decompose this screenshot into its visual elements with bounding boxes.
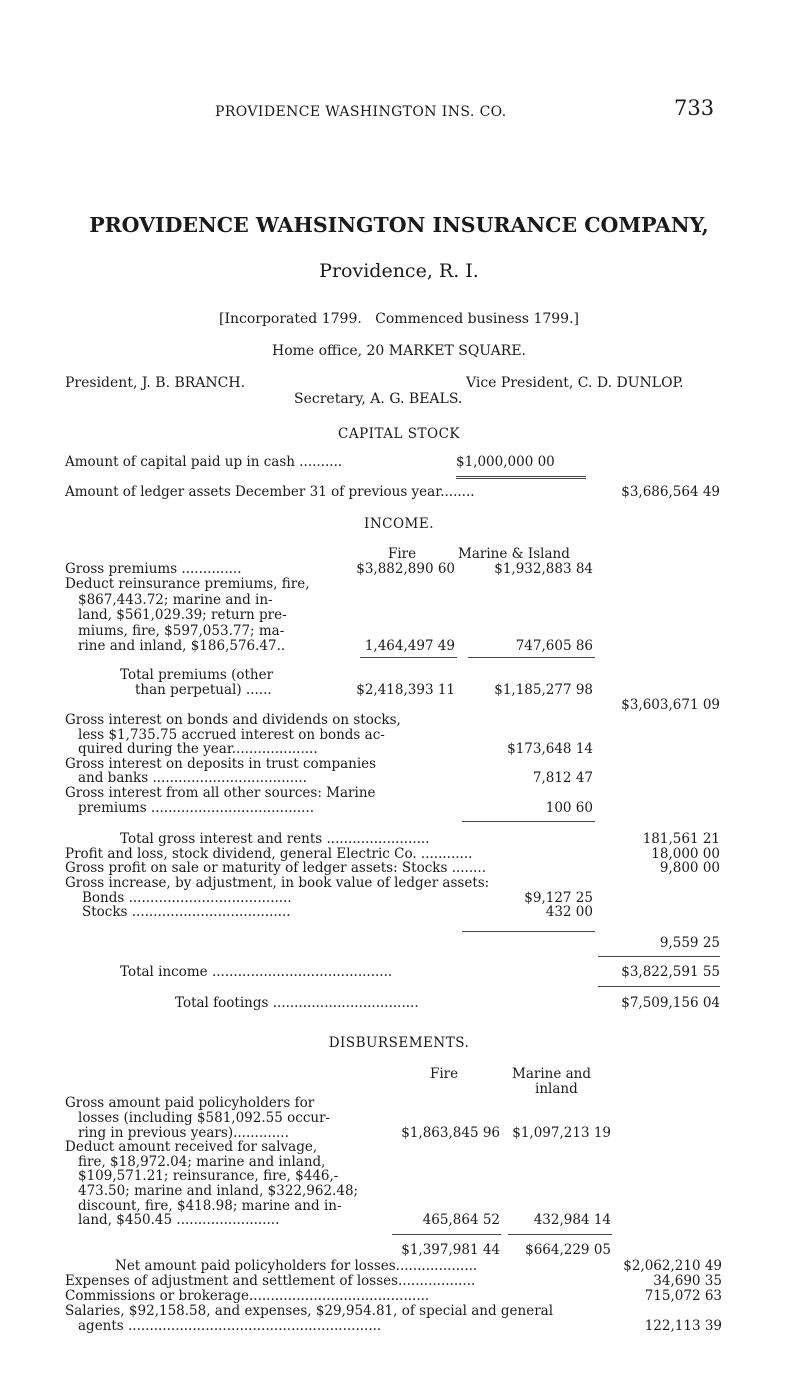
president: President, J. B. BRANCH.	[65, 375, 246, 391]
gross-profit-value: 9,800 00	[659, 860, 720, 876]
interest-bonds-line: less $1,735.75 accrued interest on bonds ac-	[78, 727, 385, 743]
secretary: Secretary, A. G. BEALS.	[294, 391, 463, 407]
interest-other-line: Gross interest from all other sources: Marine	[65, 785, 376, 801]
net-paid-value: $2,062,210 49	[623, 1258, 722, 1274]
deduct-marine: 747,605 86	[515, 638, 593, 654]
losses-line: ring in previous years).............	[78, 1125, 289, 1141]
total-footings-value: $7,509,156 04	[621, 995, 720, 1011]
total-income-value: $3,822,591 55	[621, 964, 720, 980]
net-paid-label: Net amount paid policyholders for losses...................	[115, 1258, 478, 1274]
losses-line: Gross amount paid policyholders for	[65, 1095, 315, 1111]
home-office: Home office, 20 MARKET SQUARE.	[271, 343, 526, 359]
income-col-marine: Marine & Island	[458, 546, 570, 562]
rule-disb-marine	[508, 1234, 612, 1235]
disb-col-fire: Fire	[430, 1066, 459, 1082]
income-heading: INCOME.	[363, 516, 434, 532]
total-premiums-marine: $1,185,277 98	[494, 682, 593, 698]
disb-col-marine: inland	[535, 1081, 578, 1097]
net-marine: $664,229 05	[525, 1242, 611, 1258]
disb-deduct-line: discount, fire, $418.98; marine and in-	[78, 1198, 342, 1214]
increase-label: Gross increase, by adjustment, in book value of ledger assets:	[65, 875, 490, 891]
total-premiums-label: Total premiums (other	[120, 667, 274, 683]
interest-bonds-line: Gross interest on bonds and dividends on stocks,	[65, 712, 401, 728]
profit-value: 18,000 00	[651, 846, 720, 862]
interest-deposits-value: 7,812 47	[532, 770, 593, 786]
salaries-label: Salaries, $92,158.58, and expenses, $29,954.81, of special and general	[65, 1303, 554, 1319]
company-location: Providence, R. I.	[319, 260, 479, 282]
losses-marine: $1,097,213 19	[512, 1125, 611, 1141]
rule-total-footings	[598, 986, 720, 987]
gross-premiums-label: Gross premiums ..............	[65, 561, 242, 577]
deduct-line: miums, fire, $597,053.77; ma-	[78, 623, 285, 639]
total-premiums-fire: $2,418,393 11	[356, 682, 455, 698]
stocks-value: 432 00	[545, 904, 593, 920]
expenses-value: 34,690 35	[653, 1273, 722, 1289]
commissions-value: 715,072 63	[644, 1288, 722, 1304]
bonds-label: Bonds ......................................	[82, 890, 292, 906]
disb-deduct-line: land, $450.45 ........................	[78, 1212, 280, 1228]
net-fire: $1,397,981 44	[401, 1242, 500, 1258]
running-header-title: PROVIDENCE WASHINGTON INS. CO.	[215, 104, 507, 120]
gross-premiums-marine: $1,932,883 84	[494, 561, 593, 577]
rule-fire	[360, 657, 457, 658]
interest-deposits-line: and banks ....................................	[78, 770, 307, 786]
deduct-line: Deduct reinsurance premiums, fire,	[65, 576, 310, 592]
vice-president: Vice President, C. D. DUNLOP.	[466, 375, 684, 391]
company-name: PROVIDENCE WAHSINGTON INSURANCE COMPANY,	[89, 213, 709, 237]
disb-deduct-line: $109,571.21; reinsurance, fire, $446,-	[78, 1168, 339, 1184]
disb-deduct-fire: 465,864 52	[422, 1212, 500, 1228]
total-income-label: Total income ..........................................	[120, 964, 393, 980]
rule-adjustment	[462, 931, 595, 932]
losses-line: losses (including $581,092.55 occur-	[78, 1110, 331, 1126]
deduct-line: rine and inland, $186,576.47..	[78, 638, 286, 654]
income-col-fire: Fire	[388, 546, 417, 562]
total-premiums-total: $3,603,671 09	[621, 697, 720, 713]
profit-label: Profit and loss, stock dividend, general Electric Co. ............	[65, 846, 473, 862]
capital-stock-heading: CAPITAL STOCK	[337, 426, 460, 442]
gross-profit-label: Gross profit on sale or maturity of ledger assets: Stocks ........	[65, 860, 487, 876]
deduct-line: land, $561,029.39; return pre-	[78, 607, 287, 623]
disb-deduct-marine: 432,984 14	[533, 1212, 611, 1228]
double-rule	[456, 476, 586, 479]
rule-marine	[468, 657, 595, 658]
interest-other-value: 100 60	[545, 800, 593, 816]
interest-bonds-value: $173,648 14	[507, 741, 593, 757]
increase-total: 9,559 25	[659, 935, 720, 951]
total-footings-label: Total footings ..................................	[175, 995, 419, 1011]
disb-deduct-line: 473.50; marine and inland, $322,962.48;	[78, 1183, 359, 1199]
capital-paid-value: $1,000,000 00	[456, 454, 555, 470]
page-number: 733	[674, 96, 715, 120]
interest-other-line: premiums ......................................	[78, 800, 314, 816]
salaries-value: 122,113 39	[644, 1318, 722, 1334]
salaries-label: agents ...........................................................	[78, 1318, 382, 1334]
disb-deduct-line: Deduct amount received for salvage,	[65, 1139, 318, 1155]
incorporation-note: [Incorporated 1799. Commenced business 1799.]	[219, 311, 579, 327]
ledger-assets-label: Amount of ledger assets December 31 of previous year........	[65, 484, 475, 500]
rule-total-income	[598, 956, 720, 957]
disb-col-marine: Marine and	[512, 1066, 592, 1082]
interest-deposits-line: Gross interest on deposits in trust companies	[65, 756, 377, 772]
rule-disb-fire	[392, 1234, 501, 1235]
total-interest-value: 181,561 21	[642, 831, 720, 847]
rule-interest	[462, 821, 595, 822]
ledger-assets-value: $3,686,564 49	[621, 484, 720, 500]
gross-premiums-fire: $3,882,890 60	[356, 561, 455, 577]
stocks-label: Stocks .....................................	[82, 904, 291, 920]
total-premiums-label: than perpetual) ......	[135, 682, 272, 698]
disbursements-heading: DISBURSEMENTS.	[328, 1035, 470, 1051]
commissions-label: Commissions or brokerage..........................................	[65, 1288, 430, 1304]
bonds-value: $9,127 25	[524, 890, 593, 906]
total-interest-label: Total gross interest and rents ........................	[120, 831, 430, 847]
interest-bonds-line: quired during the year....................	[78, 741, 318, 757]
losses-fire: $1,863,845 96	[401, 1125, 500, 1141]
disb-deduct-line: fire, $18,972.04; marine and inland,	[78, 1154, 326, 1170]
deduct-fire: 1,464,497 49	[364, 638, 455, 654]
capital-paid-label: Amount of capital paid up in cash ..........	[65, 454, 343, 470]
expenses-label: Expenses of adjustment and settlement of losses..................	[65, 1273, 476, 1289]
deduct-line: $867,443.72; marine and in-	[78, 592, 273, 608]
